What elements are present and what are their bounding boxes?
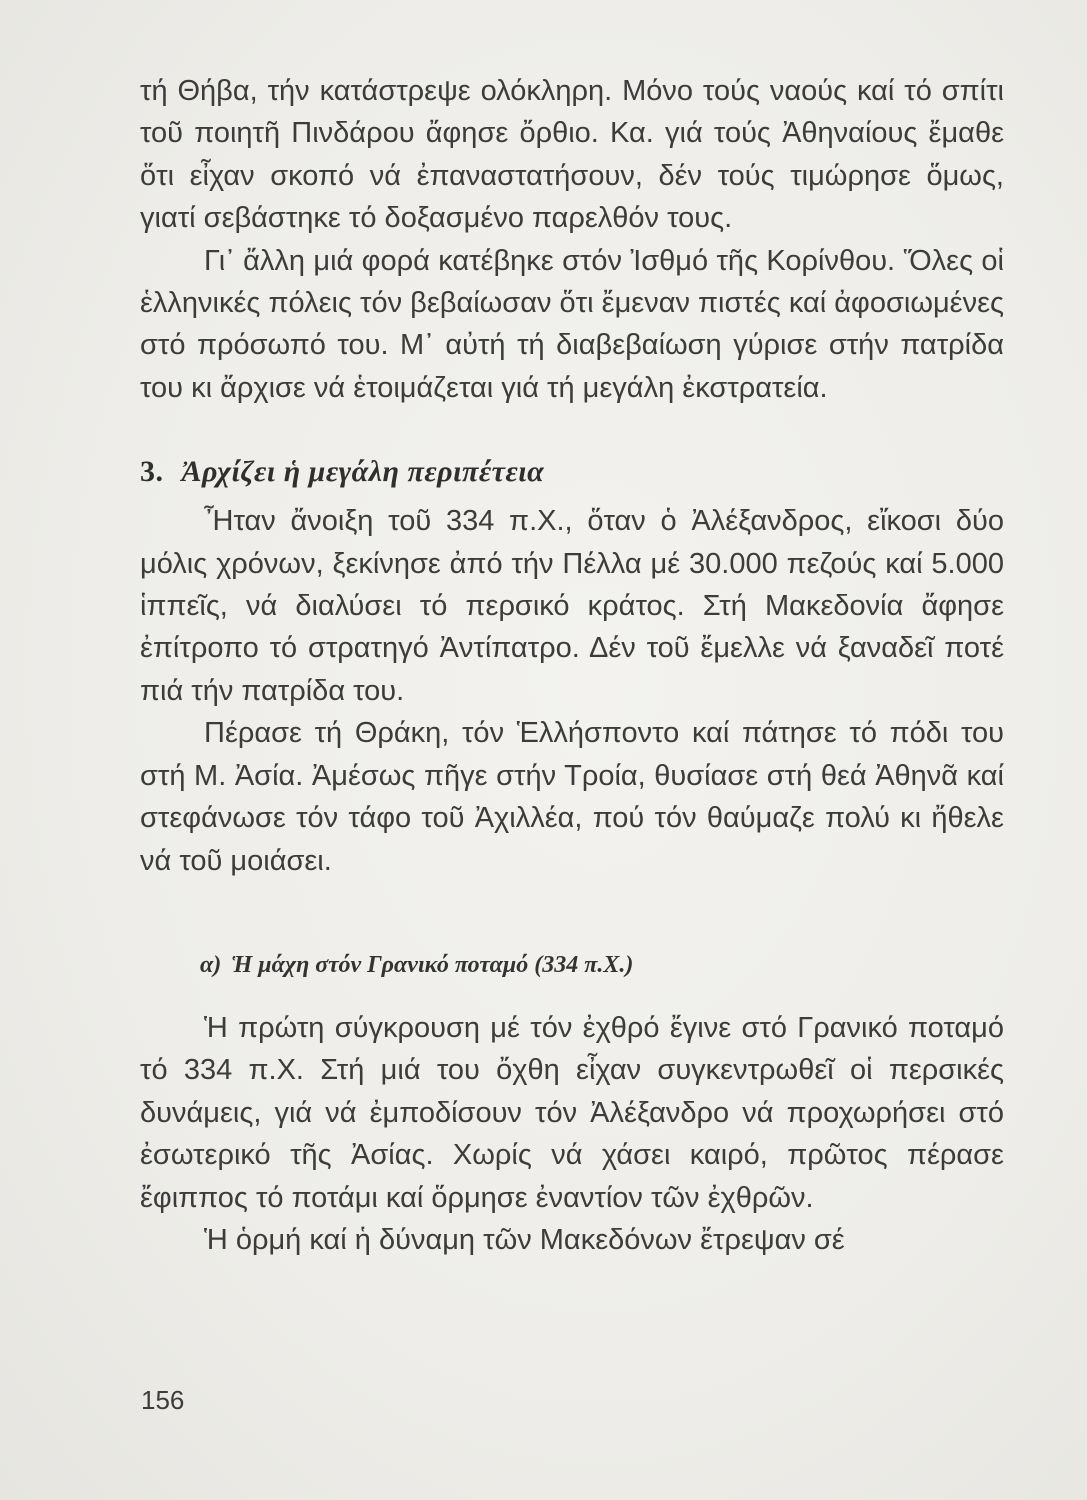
paragraph-intro-2: Γι᾽ ἄλλη μιά φορά κατέβηκε στόν Ἰσθμό τῆς Κορίνθου. Ὅλες οἱ ἑλληνικές πόλεις τόν βεβαίωσαν ὅτι ἔμεναν πιστές καί ἀφοσιωμένες στό πρόσωπό του. Μ᾽ αὐτή τή διαβεβαίωση γύρισε στήν πατρίδα του κι ἄρχισε νά ἑτοιμάζεται γιά τή μεγάλη ἐκστρατεία. [140, 244, 1004, 404]
subsection-paragraph-1: Ἡ πρώτη σύγκρουση μέ τόν ἐχθρό ἔγινε στό Γρανικό ποταμό τό 334 π.Χ. Στή μιά του ὄχθη εἶχαν συγκεντρωθεῖ οἱ περσικές δυνάμεις, γιά νά ἐμποδίσουν τόν Ἀλέξανδρο νά προχωρήσει στό ἐσωτερικό τῆς Ἀσίας. Χωρίς νά χάσει καιρό, πρῶτος πέρασε ἔφιππος τό ποτάμι καί ὅρμησε ἐναντίον τῶν ἐχθρῶν. [140, 1011, 1004, 1214]
subsection-paragraph-2: Ἡ ὁρμή καί ἡ δύναμη τῶν Μακεδόνων ἔτρεψαν σέ [204, 1223, 845, 1256]
section-heading [140, 452, 1004, 492]
section-paragraph-1: Ἦταν ἄνοιξη τοῦ 334 π.Χ., ὅταν ὁ Ἀλέξανδρος, εἴκοσι δύο μόλις χρόνων, ξεκίνησε ἀπό τήν Πέλλα μέ 30.000 πεζούς καί 5.000 ἱππεῖς, νά διαλύσει τό περσικό κράτος. Στή Μακεδονία ἄφησε ἐπίτροπο τό στρατηγό Ἀντίπατρο. Δέν τοῦ ἔμελλε νά ξαναδεῖ ποτέ πιά τήν πατρίδα του. [140, 505, 1004, 707]
section-paragraph-2: Πέρασε τή Θράκη, τόν Ἑλλήσποντο καί πάτησε τό πόδι του στή Μ. Ἀσία. Ἀμέσως πῆγε στήν Τροία, θυσίασε στή θεά Ἀθηνᾶ καί στεφάνωσε τόν τάφο τοῦ Ἀχιλλέα, πού τόν θαύμαζε πολύ κι ἤθελε νά τοῦ μοιάσει. [140, 717, 1004, 877]
section-title: Ἀρχίζει ἡ μεγάλη περιπέτεια [181, 455, 545, 489]
subsection-title: Ἡ μάχη στόν Γρανικό ποταμό (334 π.Χ.) [231, 951, 634, 978]
subsection-label: α) [200, 951, 222, 978]
paragraph-intro-1: τή Θήβα, τήν κατάστρεψε ολόκληρη. Μόνο τούς ναούς καί τό σπίτι τοῦ ποιητῆ Πινδάρου ἄφησε ὄρθιο. Κα. γιά τούς Ἀθηναίους ἔμαθε ὅτι εἶχαν σκοπό νά ἐπαναστατήσουν, δέν τούς τιμώρησε ὅμως, γιατί σεβάστηκε τό δοξασμένο παρελθόν τους. [140, 75, 1004, 235]
subsection-heading [200, 948, 1004, 982]
page-number: 156 [141, 1385, 185, 1415]
text-block [140, 70, 1004, 1261]
section-number: 3. [140, 455, 164, 489]
